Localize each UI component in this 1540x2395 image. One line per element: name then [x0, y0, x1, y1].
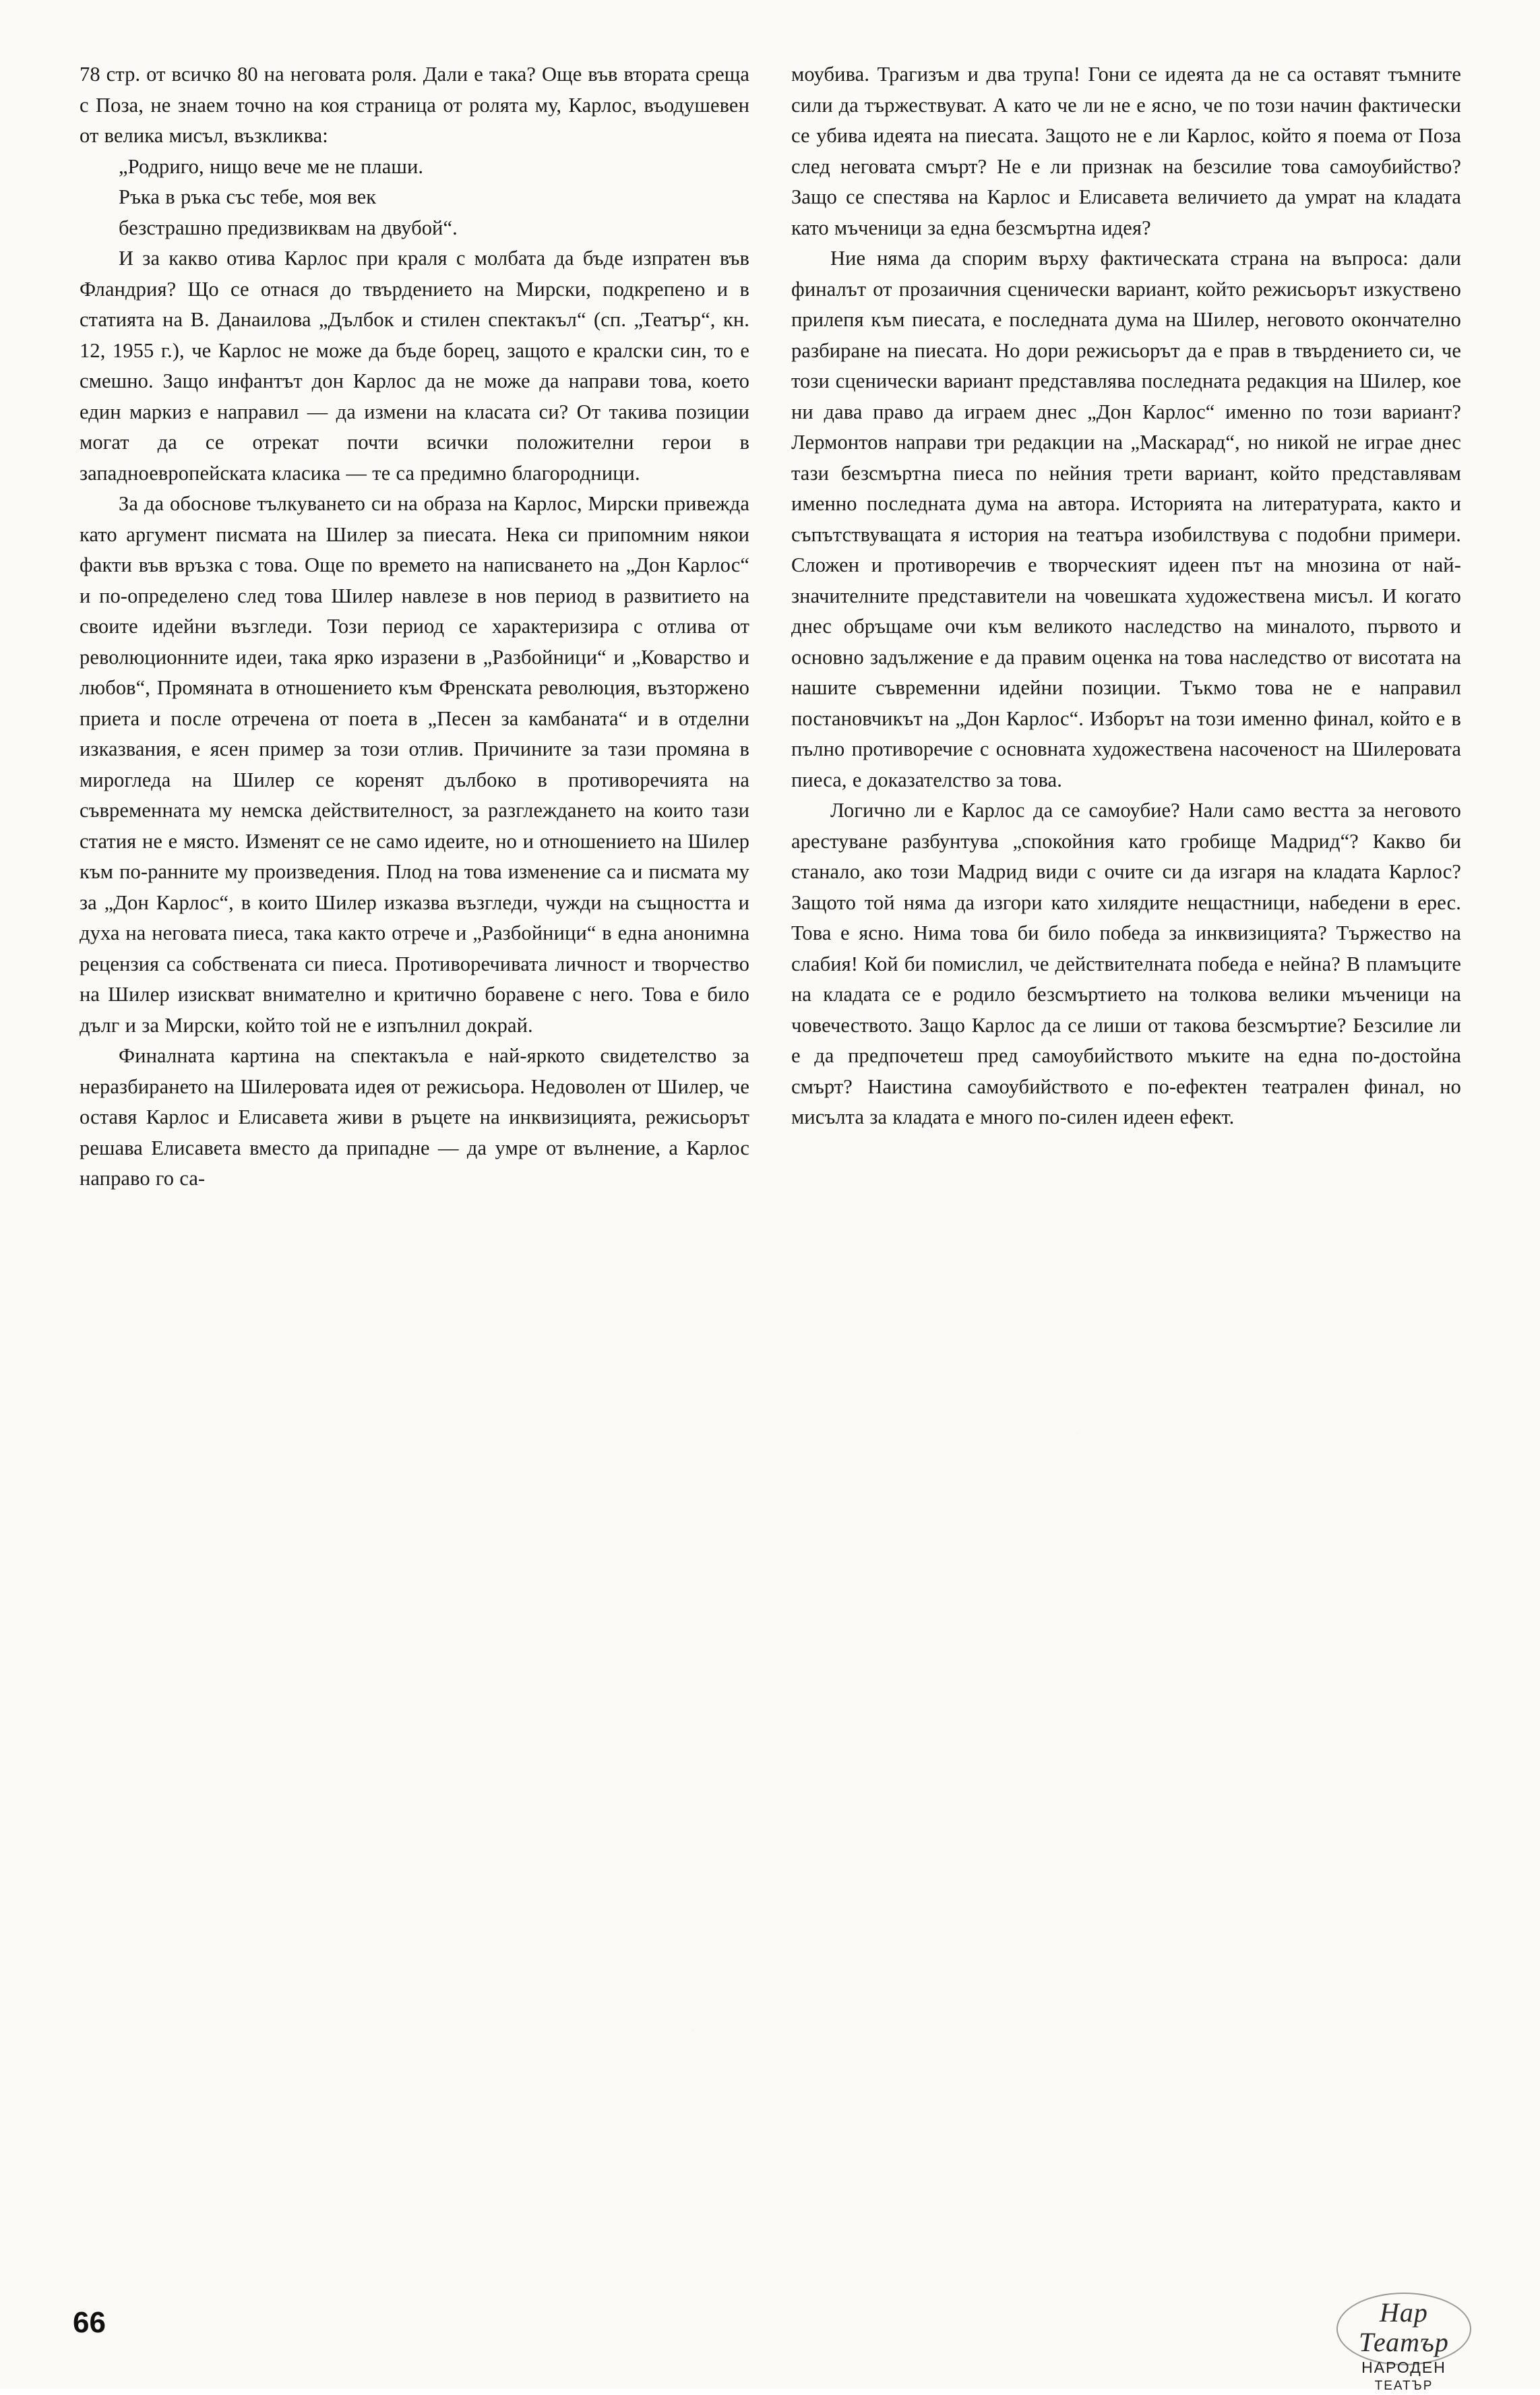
paragraph: 78 стр. от всичко 80 на неговата роля. Дали е така? Още във втората среща с Поза, не знаем точно на коя страница от ролята му, Карлос, въодушевен от велика мисъл, възкликва:: [80, 63, 749, 147]
logo-script-mark: Нар Театър: [1359, 2297, 1449, 2357]
logo-line-1: НАРОДЕН: [1361, 2359, 1446, 2376]
paragraph: За да обоснове тълкуването си на образа на Карлос, Мирски привежда като аргумент писмата на Шилер за пиесата. Нека си припомним някои факти във връзка с това. Още по времето на написването на „Дон Карлос“ и по-определено след това Шилер навлезе в нов период в развитието на своите идейни възгледи. Този период се характеризира с отлива от революционните идеи, така ярко изразени в „Разбойници“ и „Коварство и любов“, Промяната в отношението към Френската революция, възторжено приета и после отречена от поета в „Песен за камбаната“ и в отделни изказвания, е ясен пример за този отлив. Причините за тази промяна в мирогледа на Шилер се коренят дълбоко в противоречията на съвременната му немска действителност, за разглеждането на които тази статия не е място. Изменят се не само идеите, но и отношението на Шилер към по-ранните му произведения. Плод на това изменение са и писмата му за „Дон Карлос“, в които Шилер изказва възгледи, чужди на същността и духа на неговата пиеса, така както отрече и „Разбойници“ в една анонимна рецензия са собствената си пиеса. Противоречивата личност и творчество на Шилер изискват внимателно и критично боравене с него. Това е било дълг и за Мирски, който той не е изпълнил докрай.: [80, 492, 749, 1037]
verse-line: Ръка в ръка със тебе, моя век: [119, 185, 377, 208]
verse-line: „Родриго, нищо вече ме не плаши.: [119, 154, 424, 178]
page-number: 66: [73, 2306, 106, 2339]
paragraph: моубива. Трагизъм и два трупа! Гони се идеята да не са оставят тъмните сили да тържествуват. А като че ли не е ясно, че по този начин фактически се убива идеята на пиесата. Защото не е ли Карлос, който я поема от Поза след неговата смърт? Не е ли признак на безсилие това самоубийство? Защо се спестява на Карлос и Елисавета величието да умрат на кладата като мъченици за една безсмъртна идея?: [791, 63, 1461, 239]
paragraph: Финалната картина на спектакъла е най-яркото свидетелство за неразбирането на Шилеровата идея от режисьора. Недоволен от Шилер, че оставя Карлос и Елисавета живи в ръцете на инквизицията, режисьорът решава Елисавета вместо да припадне — да умре от вълнение, а Карлос направо го са-: [80, 1044, 749, 1190]
text-columns: [80, 59, 1461, 2257]
logo-line-2: ТЕАТЪР: [1374, 2379, 1434, 2393]
paragraph: Логично ли е Карлос да се самоубие? Нали само вестта за неговото арестуване разбунтува „спокойния като гробище Мадрид“? Какво би станало, ако този Мадрид види с очите си да изгаря на кладата Карлос? Защото той няма да изгори като хилядите нещастници, набедени в ерес. Това е ясно. Нима това би било победа за инквизицията? Тържество на слабия! Кой би помислил, че действителната победа е нейна? В пламъците на кладата се е родило безсмъртието на толкова велики мъченици на човечеството. Защо Карлос да се лиши от такова безсмъртие? Безсилие ли е да предпочетеш пред самоубийството мъките на една по-достойна смърт? Наистина самоубийството е по-ефектен театрален финал, но мисълта за кладата е много по-силен идеен ефект.: [791, 799, 1461, 1128]
left-column: [80, 59, 749, 2257]
page-footer: [66, 2288, 1475, 2393]
paragraph: И за какво отива Карлос при краля с молбата да бъде изпратен във Фландрия? Що се отнася до твърдението на Мирски, подкрепено и в статията на В. Данаилова „Дълбок и стилен спектакъл“ (сп. „Театър“, кн. 12, 1955 г.), че Карлос не може да бъде борец, защото е кралски син, то е смешно. Защо инфантът дон Карлос да не може да направи това, което един маркиз е направил — да измени на класата си? От такива позиции могат да се отрекат почти всички положителни герои в западноевропейската класика — те са предимно благородници.: [80, 247, 749, 485]
verse-line: безстрашно предизвиквам на двубой“.: [119, 216, 458, 239]
theatre-logo: [1333, 2288, 1475, 2393]
paragraph: Ние няма да спорим върху фактическата страна на въпроса: дали финалът от прозаичния сценически вариант, който режисьорът изкуствено прилепя към пиесата, е последната дума на Шилер, неговото окончателно разбиране на пиесата. Но дори режисьорът да е прав в твърдението си, че този сценически вариант представлява последната редакция на Шилер, кое ни дава право да играем днес „Дон Карлос“ именно по този вариант? Лермонтов направи три редакции на „Маскарад“, но никой не играе днес тази безсмъртна пиеса по нейния трети вариант, който представлявам именно последната дума на автора. Историята на литературата, както и съпътствуващата я история на театъра изобилствува с подобни примери. Сложен и противоречив е творческият идеен път на мнозина от най-значителните представители на човешката художествена мисъл. И когато днес обръщаме очи към великото наследство на миналото, първото и основно задължение е да правим оценка на това наследство от висотата на нашите съвременни идейни позиции. Тъкмо това не е направил постановчикът на „Дон Карлос“. Изборът на този именно финал, който е в пълно противоречие с основната художествена насоченост на Шилеровата пиеса, е доказателство за това.: [791, 247, 1461, 791]
right-column: [791, 59, 1461, 2257]
